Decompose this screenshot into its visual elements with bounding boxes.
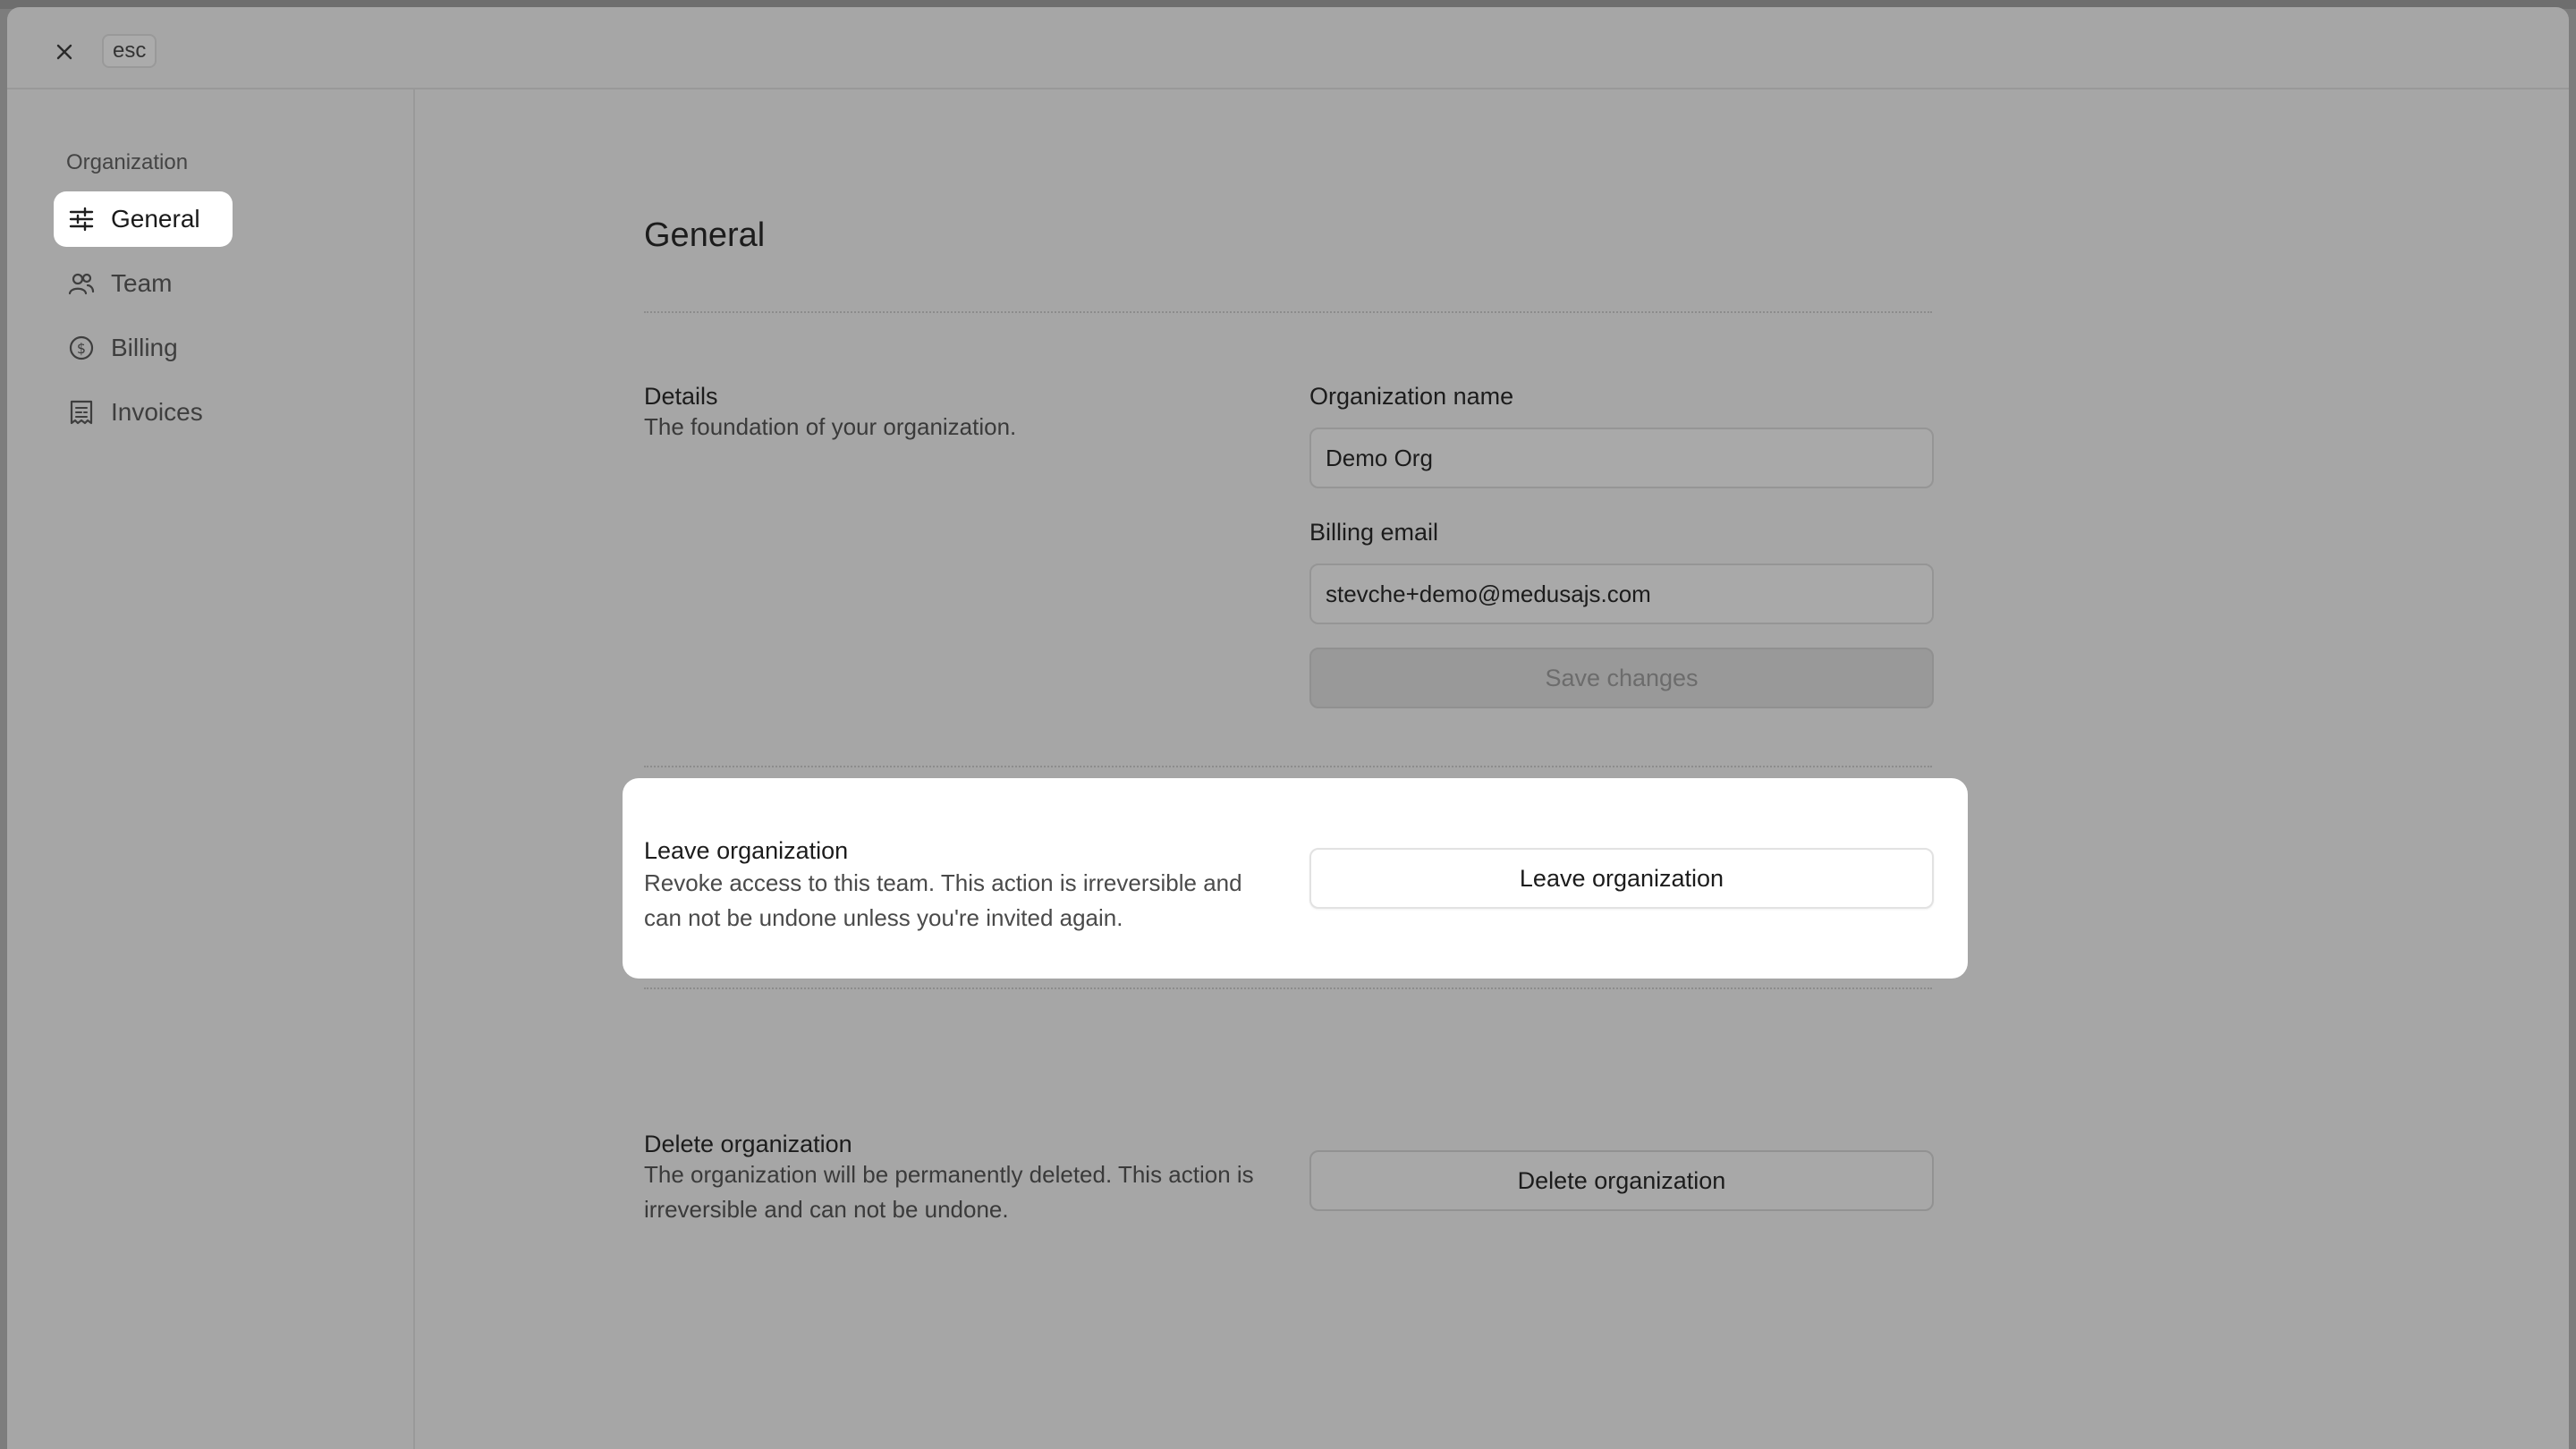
receipt-icon [68, 399, 95, 426]
leave-organization-section [623, 778, 1968, 979]
sidebar-item-general[interactable] [54, 191, 233, 247]
sidebar-item-team[interactable] [54, 256, 204, 311]
page-title: General [644, 216, 766, 254]
sidebar-item-label: General [111, 205, 200, 233]
divider [644, 311, 1932, 313]
settings-modal [7, 7, 2569, 1449]
close-icon [54, 41, 75, 63]
sliders-icon [68, 206, 95, 233]
sidebar-item-label: Invoices [111, 398, 203, 426]
billing-email-label: Billing email [1309, 519, 1439, 546]
svg-text:$: $ [76, 340, 87, 357]
close-button[interactable] [48, 36, 80, 68]
modal-header [7, 7, 2569, 89]
dollar-circle-icon [68, 335, 95, 361]
sidebar [7, 89, 415, 1449]
sidebar-item-invoices[interactable] [54, 385, 235, 440]
main-content [415, 89, 2569, 1449]
delete-title: Delete organization [644, 1131, 852, 1157]
esc-shortcut-badge: esc [102, 34, 157, 68]
details-title: Details [644, 383, 718, 410]
divider [644, 766, 1932, 767]
sidebar-item-billing[interactable] [54, 320, 210, 376]
delete-description: The organization will be permanently deleted. This action is irreversible and can not be undone. [644, 1161, 1254, 1223]
leave-description: Revoke access to this team. This action is irreversible and can not be undone unless you're invited again. [644, 869, 1242, 931]
details-description: The foundation of your organization. [644, 413, 1017, 440]
org-name-label: Organization name [1309, 383, 1514, 410]
divider [644, 987, 1932, 989]
sidebar-heading: Organization [66, 150, 189, 174]
save-changes-button[interactable]: Save changes [1309, 648, 1934, 708]
sidebar-item-label: Billing [111, 334, 178, 361]
leave-title: Leave organization [644, 837, 849, 864]
users-icon [68, 270, 95, 297]
delete-organization-button[interactable]: Delete organization [1309, 1150, 1934, 1211]
org-name-input[interactable] [1309, 428, 1934, 488]
billing-email-input[interactable] [1309, 564, 1934, 624]
sidebar-item-label: Team [111, 269, 173, 297]
leave-organization-button[interactable]: Leave organization [1309, 848, 1934, 909]
